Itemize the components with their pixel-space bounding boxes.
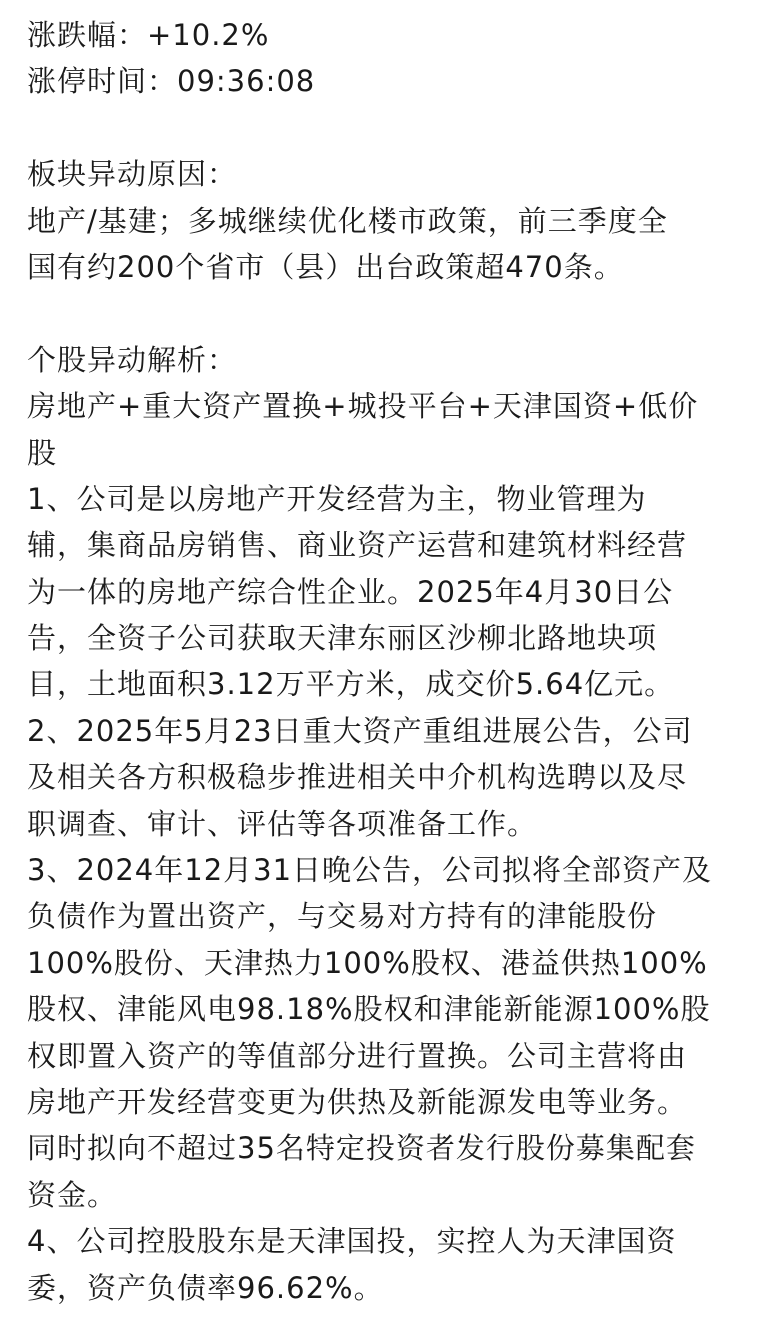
- stock-tags: 房地产+重大资产置换+城投平台+天津国资+低价: [27, 389, 699, 424]
- point-2-text: 2、2025年5月23日重大资产重组进展公告，公司: [27, 713, 693, 748]
- point-3-text: 3、2024年12月31日晚公告，公司拟将全部资产及: [27, 853, 713, 888]
- point-3-text: 负债作为置出资产，与交易对方持有的津能股份: [27, 899, 658, 934]
- stock-analysis-heading: 个股异动解析：: [27, 342, 238, 377]
- point-3-text: 权即置入资产的等值部分进行置换。公司主营将由: [27, 1038, 688, 1073]
- point-1-text: 目，土地面积3.12万平方米，成交价5.64亿元。: [27, 667, 675, 702]
- point-1-text: 辅，集商品房销售、商业资产运营和建筑材料经营: [27, 528, 688, 563]
- point-3-text: 资金。: [27, 1177, 118, 1212]
- point-1-text: 为一体的房地产综合性企业。2025年4月30日公: [27, 574, 674, 609]
- sector-reason-text: 国有约200个省市（县）出台政策超470条。: [27, 249, 624, 284]
- spacer: [27, 290, 743, 336]
- point-2-text: 职调查、审计、评估等各项准备工作。: [27, 806, 538, 841]
- point-4-text: 委，资产负债率96.62%。: [27, 1270, 384, 1305]
- point-3-text: 100%股份、天津热力100%股权、港益供热100%: [27, 945, 708, 980]
- stock-tags: 股: [27, 435, 58, 470]
- spacer: [27, 105, 743, 151]
- point-3-text: 股权、津能风电98.18%股权和津能新能源100%股: [27, 992, 711, 1027]
- point-4-text: 4、公司控股股东是天津国投，实控人为天津国资: [27, 1224, 677, 1259]
- sector-reason-text: 地产/基建；多城继续优化楼市政策，前三季度全: [27, 203, 668, 238]
- point-3-text: 同时拟向不超过35名特定投资者发行股份募集配套: [27, 1131, 696, 1166]
- point-2-text: 及相关各方积极稳步推进相关中介机构选聘以及尽: [27, 760, 688, 795]
- article-body: [27, 12, 743, 1311]
- point-1-text: 1、公司是以房地产开发经营为主，物业管理为: [27, 481, 647, 516]
- sector-reason-heading: 板块异动原因：: [27, 157, 238, 192]
- point-1-text: 告，全资子公司获取天津东丽区沙柳北路地块项: [27, 621, 658, 656]
- point-3-text: 房地产开发经营变更为供热及新能源发电等业务。: [27, 1084, 688, 1119]
- limit-up-time-line: 涨停时间：09:36:08: [27, 64, 316, 99]
- price-change-line: 涨跌幅：+10.2%: [27, 18, 270, 52]
